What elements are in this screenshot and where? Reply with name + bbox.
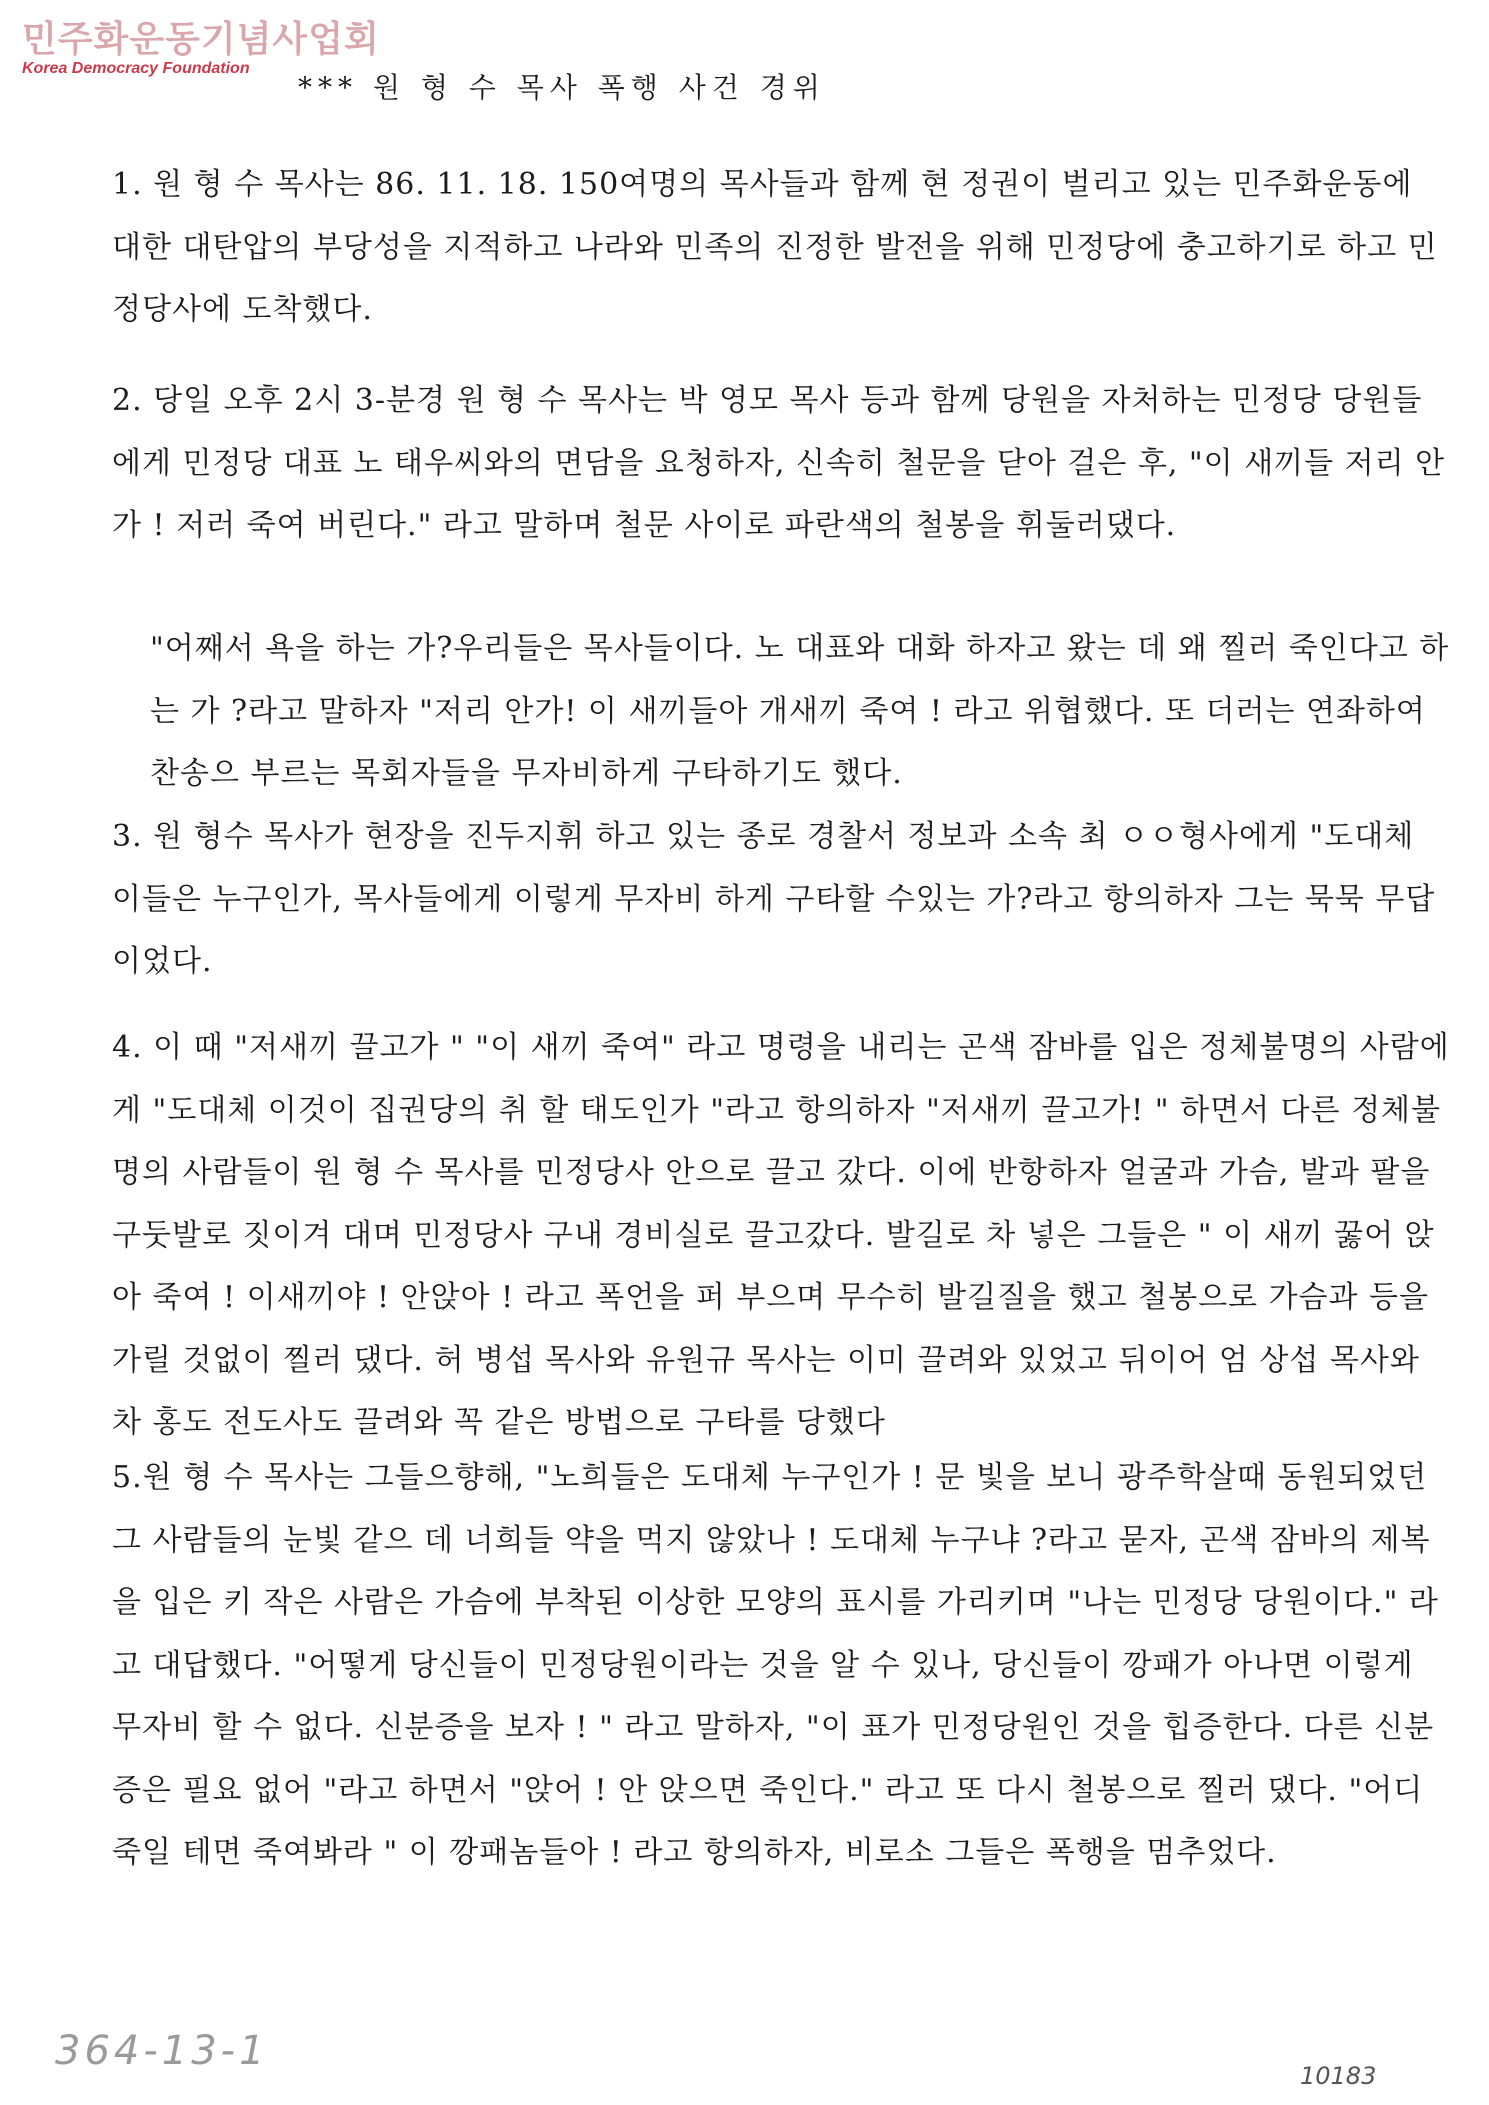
paragraph-3: 3. 원 형수 목사가 현장을 진두지휘 하고 있는 종로 경찰서 정보과 소속 최 ㅇㅇ형사에게 "도대체 이들은 누구인가, 목사들에게 이렇게 무자비 하게 구타할 수있는 가?라고 항의하자 그는 묵묵 무답이었다.	[112, 819, 1436, 979]
paragraph-5: 5.원 형 수 목사는 그들으향해, "노희들은 도대체 누구인가 ! 문 빛을 보니 광주학살때 동원되었던 그 사람들의 눈빛 같으 데 너희들 약을 먹지 않았나 ! 도대체 누구냐 ?라고 묻자, 곤색 잠바의 제복을 입은 키 작은 사람은 가슴에 부착된 이상한 모양의 표시를 가리키며 "나는 민정당 당원이다." 라고 대답했다. "어떻게 당신들이 민정당원이라는 것을 알 수 있나, 당신들이 깡패가 아나면 이렇게 무자비 할 수 없다. 신분증을 보자 ! " 라고 말하자, "이 표가 민정당원인 것을 힙증한다. 다른 신분증은 필요 없어 "라고 하면서 "앉어 ! 안 앉으면 죽인다." 라고 또 다시 철봉으로 찔러 댔다. "어디 죽일 테면 죽여봐라 " 이 깡패놈들아 ! 라고 항의하자, 비로소 그들은 폭행을 멈추었다.	[112, 1460, 1439, 1870]
watermark-english: Korea Democracy Foundation	[22, 60, 250, 77]
document-title: *** 원 형 수 목사 폭행 사건 경위	[298, 71, 826, 104]
paragraph-2-continued: "어째서 욕을 하는 가?우리들은 목사들이다. 노 대표와 대화 하자고 왔는 데 왜 찔러 죽인다고 하는 가 ?라고 말하자 "저리 안가! 이 새끼들아 개새끼 죽여 ! 라고 위협했다. 또 더러는 연좌하여 찬송으 부르는 목회자들을 무자비하게 구타하기도 했다.	[150, 631, 1450, 791]
handwritten-archive-number: 364-13-1	[55, 2028, 269, 2074]
paragraph-4: 4. 이 때 "저새끼 끌고가 " "이 새끼 죽여" 라고 명령을 내리는 곤색 잠바를 입은 정체불명의 사람에게 "도대체 이것이 집권당의 취 할 태도인가 "라고 항의하자 "저새끼 끌고가! " 하면서 다른 정체불명의 사람들이 원 형 수 목사를 민정당사 안으로 끌고 갔다. 이에 반항하자 얼굴과 가슴, 발과 팔을 구둣발로 짓이겨 대며 민정당사 구내 경비실로 끌고갔다. 발길로 차 넣은 그들은 " 이 새끼 꿇어 앉아 죽여 ! 이새끼야 ! 안앉아 ! 라고 폭언을 퍼 부으며 무수히 발길질을 했고 철봉으로 가슴과 등을 가릴 것없이 찔러 댔다. 허 병섭 목사와 유원규 목사는 이미 끌려와 있었고 뒤이어 엄 상섭 목사와 차 홍도 전도사도 끌려와 꼭 같은 방법으로 구타를 당했다	[112, 1030, 1450, 1440]
handwritten-page-number: 10183	[1300, 2062, 1377, 2090]
paragraph-2: 2. 당일 오후 2시 3-분경 원 형 수 목사는 박 영모 목사 등과 함께 당원을 자처하는 민정당 당원들에게 민정당 대표 노 태우씨와의 면담을 요청하자, 신속히 철문을 닫아 걸은 후, "이 새끼들 저리 안가 ! 저러 죽여 버린다." 라고 말하며 철문 사이로 파란색의 철봉을 휘둘러댔다.	[112, 383, 1446, 543]
watermark-korean: 민주화운동기념사업회	[22, 19, 380, 60]
paragraph-1: 1. 원 형 수 목사는 86. 11. 18. 150여명의 목사들과 함께 현 정권이 벌리고 있는 민주화운동에 대한 대탄압의 부당성을 지적하고 나라와 민족의 진정한 발전을 위해 민정당에 충고하기로 하고 민정당사에 도착했다.	[112, 167, 1438, 327]
